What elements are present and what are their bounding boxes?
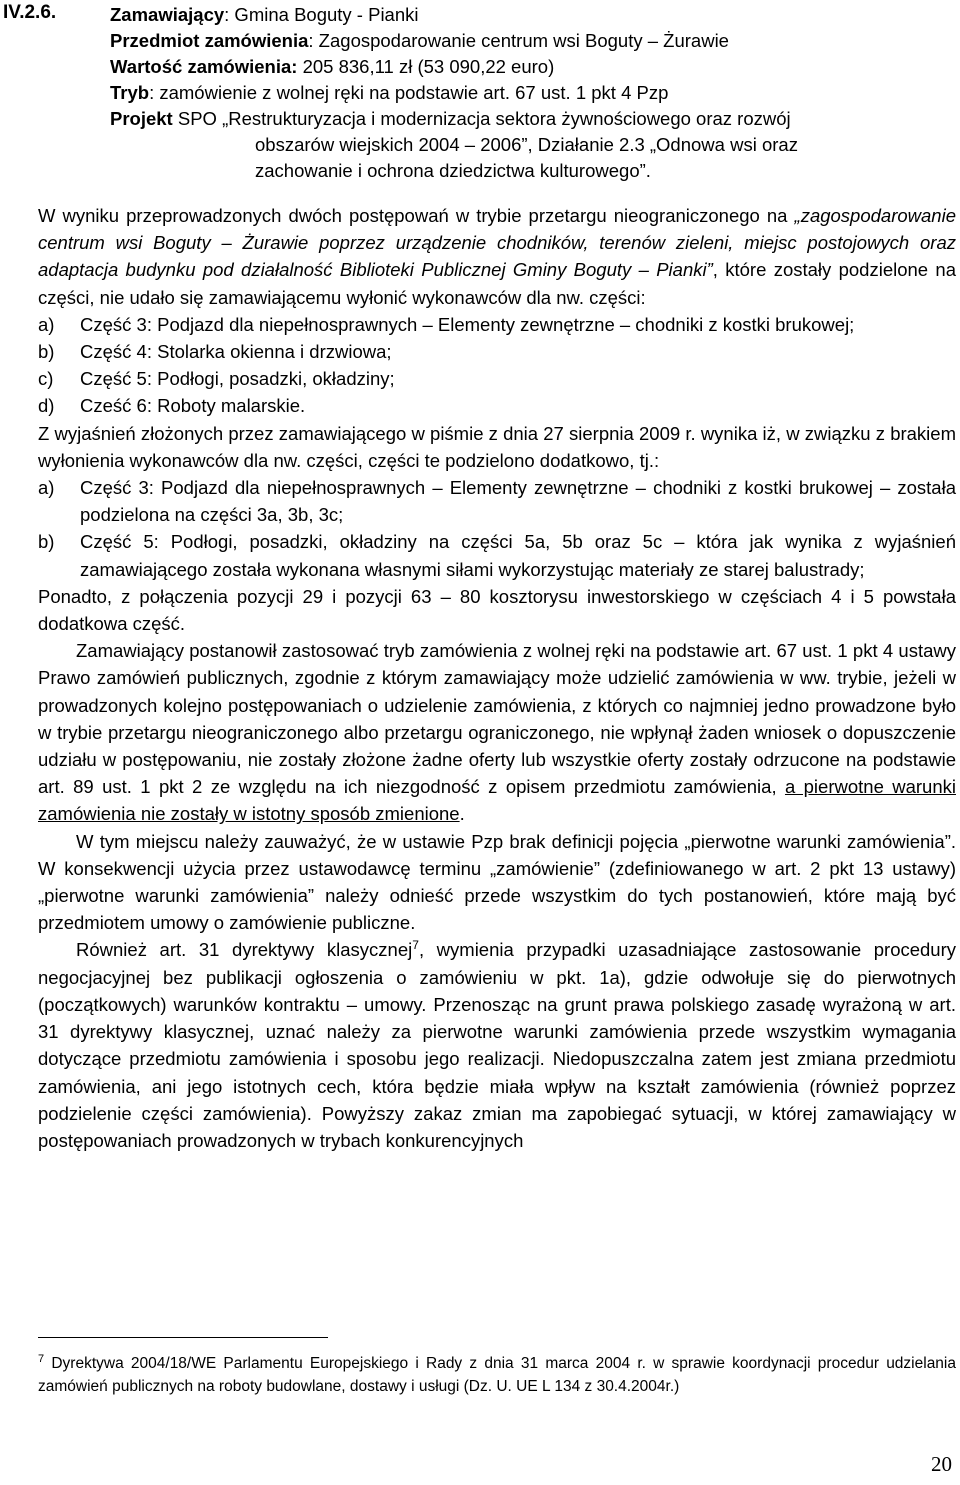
list-item-text: Część 3: Podjazd dla niepełnosprawnych – Elementy zewnętrzne – chodniki z kostki brukowej – została podzielona na części 3a, 3b, 3c; <box>80 477 956 526</box>
subject-label: Przedmiot zamówienia <box>110 30 309 51</box>
list-item-text: Część 4: Stolarka okienna i drzwiowa; <box>80 341 392 363</box>
contract-header <box>110 2 955 184</box>
subject-value: : Zagospodarowanie centrum wsi Boguty – Żurawie <box>308 30 729 51</box>
list-item <box>38 365 956 392</box>
paragraph-6-start: Również art. 31 dyrektywy klasycznej <box>76 939 413 961</box>
list-item <box>38 474 956 528</box>
section-number: IV.2.6. <box>3 2 57 23</box>
page-number: 20 <box>931 1452 952 1476</box>
list-marker: a) <box>38 477 55 499</box>
paragraph-6 <box>38 936 956 1154</box>
mode-value: : zamówienie z wolnej ręki na podstawie art. 67 ust. 1 pkt 4 Pzp <box>149 82 669 103</box>
parts-list-2 <box>38 474 956 583</box>
project-line <box>110 106 955 132</box>
list-item-text: Część 5: Podłogi, posadzki, okładziny na części 5a, 5b oraz 5c – która jak wynika z wyjaśnień zamawiającego została wykonana własnymi siłami wykorzystując materiały ze starej balustrady; <box>80 531 956 580</box>
list-item <box>38 528 956 582</box>
list-item <box>38 338 956 365</box>
list-marker: b) <box>38 341 55 363</box>
footnote-mark: 7 <box>38 1352 45 1365</box>
footnote-text: Dyrektywa 2004/18/WE Parlamentu Europejskiego i Rady z dnia 31 marca 2004 r. w sprawie koordynacji procedur udzielania zamówień publicznych na roboty budowlane, dostawy i usługi (Dz. U. UE L 134 z 30.4.2004r.) <box>38 1355 956 1395</box>
footnote <box>38 1352 956 1398</box>
list-item-text: Część 3: Podjazd dla niepełnosprawnych – Elementy zewnętrzne – chodniki z kostki brukowej; <box>80 313 855 335</box>
list-marker: c) <box>38 368 54 390</box>
ordering-party-line <box>110 2 955 28</box>
list-item-text: Część 5: Podłogi, posadzki, okładziny; <box>80 368 395 390</box>
parts-list-1 <box>38 311 956 420</box>
ordering-party-label: Zamawiający <box>110 4 225 25</box>
paragraph-4-underlined: a pierwotne warunki zamówienia nie zostały w istotny sposób zmienione <box>38 776 956 825</box>
value-line <box>110 54 955 80</box>
paragraph-1-italic: „zagospodarowanie centrum wsi Boguty – Żurawie poprzez urządzenie chodników, terenów zieleni, miejsc postojowych oraz adaptacja budynku pod działalność Biblioteki Publicznej Gminy Boguty – Pianki” <box>38 205 956 281</box>
paragraph-2: Z wyjaśnień złożonych przez zamawiającego w piśmie z dnia 27 sierpnia 2009 r. wynika iż, w związku z brakiem wyłonienia wykonawców dla nw. części, części te podzielono dodatkowo, tj.: <box>38 422 956 471</box>
paragraph-4 <box>38 637 956 827</box>
paragraph-6-end: , wymienia przypadki uzasadniające zastosowanie procedury negocjacyjnej bez publikacji ogłoszenia o zamówieniu w pkt. 1a), gdzie odwołuje się do pierwotnych (początkowych) warunków kontraktu – umowy. Przenosząc na grunt prawa polskiego zasadę wyrażoną w art. 31 dyrektywy klasycznej, uznać należy za pierwotne warunki zamówienia przede wszystkim wymagania dotyczące przedmiotu zamówienia i sposobu jego realizacji. Niedopuszczalna zatem jest zmiana przedmiotu zamówienia, ani jego istotnych cech, która będzie miała wpływ na kształt zamówienia (również poprzez podzielenie części zamówienia). Powyższy zakaz zmian ma zapobiegać sytuacji, w której zamawiający w postępowaniach prowadzonych w trybach konkurencyjnych <box>38 939 957 1151</box>
value-value: 205 836,11 zł (53 090,22 euro) <box>297 56 555 77</box>
mode-label: Tryb <box>110 82 150 103</box>
project-label: Projekt <box>110 108 173 129</box>
project-line-2: obszarów wiejskich 2004 – 2006”, Działanie 2.3 „Odnowa wsi oraz <box>255 134 798 155</box>
list-item-text: Cześć 6: Roboty malarskie. <box>80 395 306 417</box>
ordering-party-value: : Gmina Boguty - Pianki <box>224 4 419 25</box>
paragraph-4-end: . <box>459 803 465 825</box>
subject-line <box>110 28 955 54</box>
paragraph-4-start: Zamawiający postanowił zastosować tryb zamówienia z wolnej ręki na podstawie art. 67 ust. 1 pkt 4 ustawy Prawo zamówień publicznych, zgodnie z którym zamawiający może udzielić zamówienia w ww. trybie, jeżeli w prowadzonych kolejno postępowaniach o udzielenie zamówienia, z których co najmniej jedno prowadzone było w trybie przetargu nieograniczonego albo przetargu ograniczonego, nie wpłynął żaden wniosek o dopuszczenie udziału w postępowaniu, nie zostały złożone żadne oferty lub wszystkie oferty zostały odrzucone na podstawie art. 89 ust. 1 pkt 2 ze względu na ich niezgodność z opisem przedmiotu zamówienia, <box>38 640 956 798</box>
paragraph-1-end: , które zostały podzielone na części, nie udało się zamawiającemu wyłonić wykonawców dla nw. części: <box>38 259 956 308</box>
footnote-separator <box>38 1337 328 1338</box>
project-line-1: SPO „Restrukturyzacja i modernizacja sektora żywnościowego oraz rozwój <box>172 108 791 129</box>
list-marker: b) <box>38 531 55 553</box>
paragraph-1 <box>38 202 956 311</box>
list-marker: a) <box>38 313 55 335</box>
list-item <box>38 392 956 419</box>
list-marker: d) <box>38 395 55 417</box>
project-line-3: zachowanie i ochrona dziedzictwa kulturowego”. <box>255 160 651 181</box>
footnote-reference[interactable]: 7 <box>412 938 419 953</box>
paragraph-1-start: W wyniku przeprowadzonych dwóch postępowań w trybie przetargu nieograniczonego na <box>38 205 795 226</box>
mode-line <box>110 80 955 106</box>
body-text <box>38 202 956 1154</box>
list-item <box>38 311 956 338</box>
paragraph-5: W tym miejscu należy zauważyć, że w ustawie Pzp brak definicji pojęcia „pierwotne warunki zamówienia”. W konsekwencji użycia przez ustawodawcę terminu „zamówienie” (zdefiniowanego w art. 2 pkt 13 ustawy) „pierwotne warunki zamówienia” należy odnieść przede wszystkim do tych postanowień, które mają być przedmiotem umowy o zamówienie publiczne. <box>38 830 956 934</box>
value-label: Wartość zamówienia: <box>110 56 298 77</box>
paragraph-3: Ponadto, z połączenia pozycji 29 i pozycji 63 – 80 kosztorysu inwestorskiego w częściach 4 i 5 powstała dodatkowa część. <box>38 585 956 635</box>
